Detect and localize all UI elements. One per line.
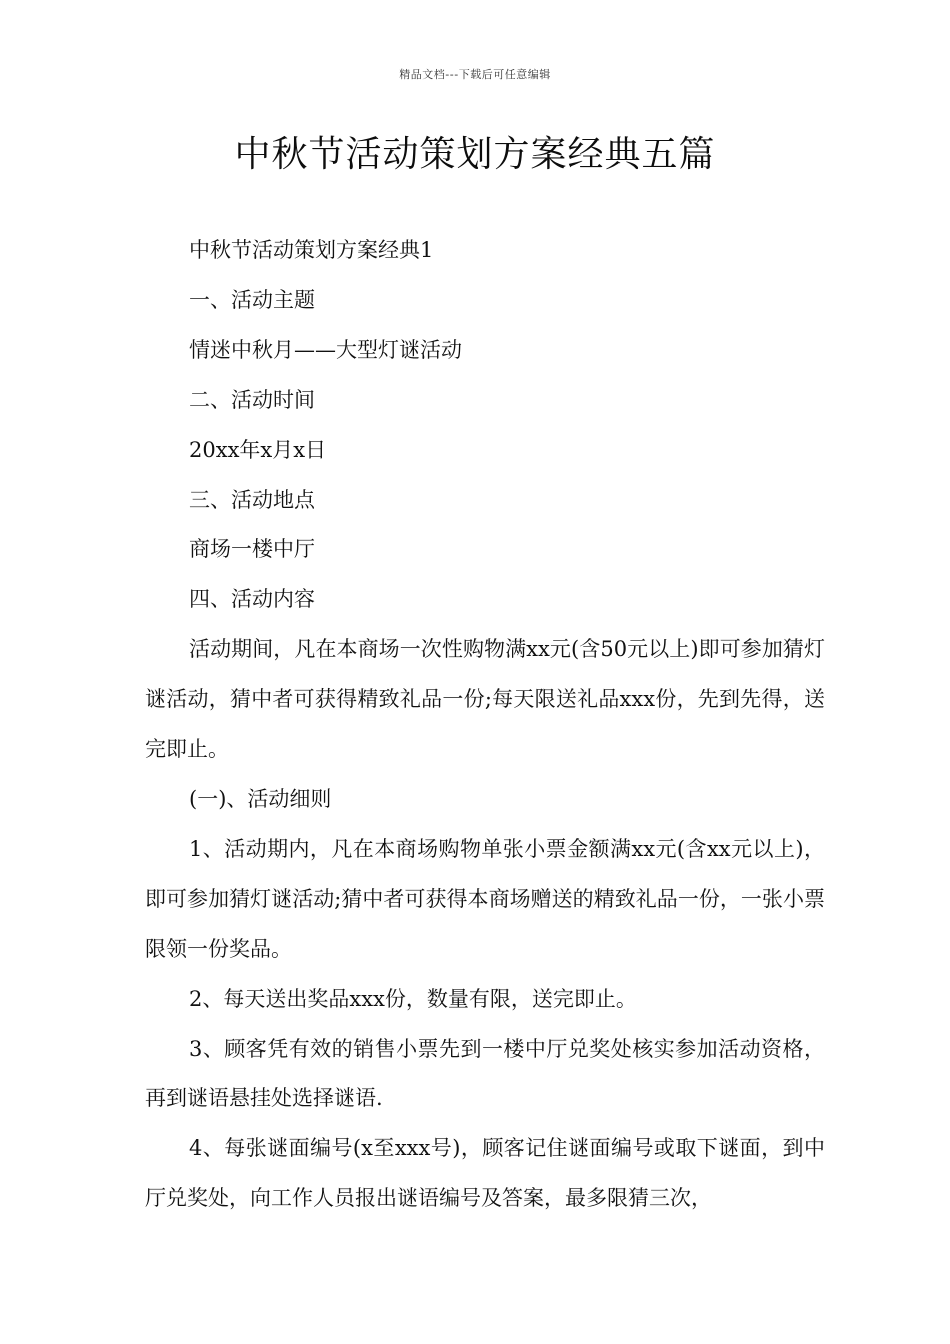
heading-activity-location: 三、活动地点 — [189, 487, 315, 512]
rule-paragraph-2: 2、每天送出奖品xxx份，数量有限，送完即止。 — [189, 986, 637, 1011]
activity-content-paragraph: 活动期间，凡在本商场一次性购物满xx元(含50元以上)即可参加猜灯谜活动，猜中者可获得精致礼品一份;每天限送礼品xxx份，先到先得，送完即止。 — [145, 637, 825, 762]
heading-activity-rules: (一)、活动细则 — [189, 786, 332, 811]
heading-activity-time: 二、活动时间 — [189, 387, 315, 412]
section-subtitle: 中秋节活动策划方案经典1 — [189, 238, 434, 262]
rule-paragraph-1: 1、活动期内，凡在本商场购物单张小票金额满xx元(含xx元以上)，即可参加猜灯谜活动;猜中者可获得本商场赠送的精致礼品一份，一张小票限领一份奖品。 — [145, 836, 825, 961]
activity-theme-text: 情迷中秋月——大型灯谜活动 — [189, 337, 462, 362]
activity-location-text: 商场一楼中厅 — [189, 537, 315, 562]
rule-paragraph-3: 3、顾客凭有效的销售小票先到一楼中厅兑奖处核实参加活动资格，再到谜语悬挂处选择谜语. — [145, 1036, 825, 1111]
rule-paragraph-4: 4、每张谜面编号(x至xxx号)，顾客记住谜面编号或取下谜面，到中厅兑奖处，向工作人员报出谜语编号及答案，最多限猜三次， — [145, 1136, 825, 1211]
heading-activity-theme: 一、活动主题 — [189, 287, 315, 312]
activity-date-text: 20xx年x月x日 — [189, 437, 327, 462]
heading-activity-content: 四、活动内容 — [189, 587, 315, 612]
document-title: 中秋节活动策划方案经典五篇 — [234, 134, 716, 175]
document-header-note: 精品文档---下载后可任意编辑 — [399, 68, 551, 81]
document-body — [145, 226, 825, 1224]
